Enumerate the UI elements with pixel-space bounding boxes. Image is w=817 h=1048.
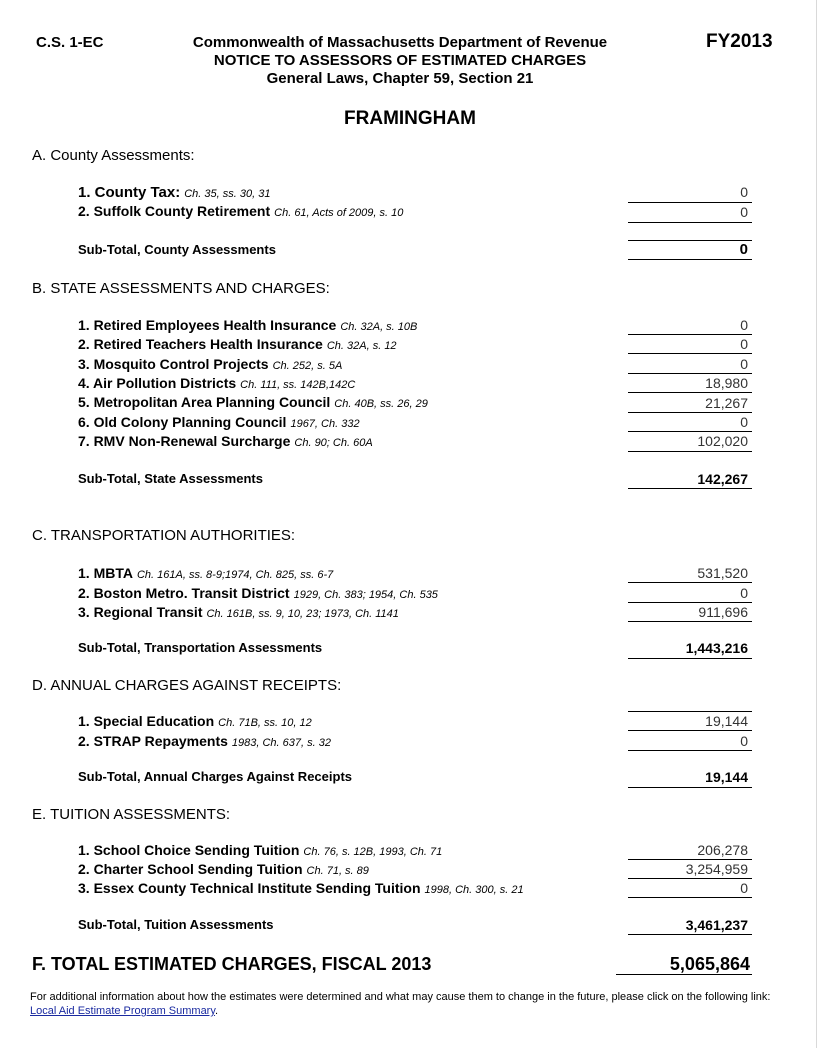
subtotal-label: Sub-Total, County Assessments: [78, 242, 276, 257]
item-value: 206,278: [697, 842, 748, 858]
subtotal-value: 142,267: [697, 471, 748, 487]
list-item: 3. Mosquito Control Projects Ch. 252, s. 5A: [78, 356, 343, 372]
underline: [628, 259, 752, 260]
underline: [616, 974, 752, 975]
underline: [628, 897, 752, 898]
section-e-title: E. TUITION ASSESSMENTS:: [32, 806, 231, 823]
item-value: 3,254,959: [685, 861, 748, 877]
law-reference: General Laws, Chapter 59, Section 21: [266, 70, 534, 87]
underline: [628, 878, 752, 879]
item-value: 0: [740, 356, 748, 372]
list-item: 2. STRAP Repayments 1983, Ch. 637, s. 32: [78, 733, 331, 749]
item-value: 911,696: [698, 604, 748, 620]
list-item: 5. Metropolitan Area Planning Council Ch. 40B, ss. 26, 29: [78, 394, 428, 410]
subtotal-value: 3,461,237: [685, 917, 748, 933]
subtotal-value: 19,144: [705, 769, 748, 785]
item-value: 0: [740, 733, 748, 749]
underline: [628, 711, 752, 712]
list-item: 1. Retired Employees Health Insurance Ch. 32A, s. 10B: [78, 317, 418, 333]
section-d-title: D. ANNUAL CHARGES AGAINST RECEIPTS:: [32, 677, 342, 694]
form-id: C.S. 1-EC: [36, 34, 104, 51]
underline: [628, 431, 752, 432]
total-label: F. TOTAL ESTIMATED CHARGES, FISCAL 2013: [32, 954, 432, 974]
underline: [628, 488, 752, 489]
list-item: 1. Special Education Ch. 71B, ss. 10, 12: [78, 713, 312, 729]
list-item: 6. Old Colony Planning Council 1967, Ch. 332: [78, 414, 360, 430]
item-value: 19,144: [705, 713, 748, 729]
underline: [628, 602, 752, 603]
list-item: 2. Retired Teachers Health Insurance Ch. 32A, s. 12: [78, 336, 397, 352]
underline: [628, 750, 752, 751]
subtotal-label: Sub-Total, Transportation Assessments: [78, 640, 323, 655]
underline: [628, 334, 752, 335]
program-summary-link[interactable]: Local Aid Estimate Program Summary: [30, 1005, 216, 1017]
underline: [628, 859, 752, 860]
subtotal-value: 1,443,216: [685, 640, 748, 656]
section-b-title: B. STATE ASSESSMENTS AND CHARGES:: [32, 280, 330, 297]
list-item: 1. County Tax: Ch. 35, ss. 30, 31: [78, 184, 271, 201]
underline: [628, 202, 752, 203]
item-value: 21,267: [705, 395, 748, 411]
underline: [628, 222, 752, 223]
item-value: 102,020: [697, 433, 748, 449]
item-value: 18,980: [705, 375, 748, 391]
underline: [628, 730, 752, 731]
underline: [628, 392, 752, 393]
list-item: 2. Suffolk County Retirement Ch. 61, Acts of 2009, s. 10: [78, 203, 404, 219]
underline: [628, 412, 752, 413]
underline: [628, 787, 752, 788]
subtotal-label: Sub-Total, State Assessments: [78, 471, 263, 486]
item-value: 0: [740, 184, 748, 200]
item-value: 0: [740, 336, 748, 352]
list-item: 3. Essex County Technical Institute Sending Tuition 1998, Ch. 300, s. 21: [78, 880, 524, 896]
list-item: 4. Air Pollution Districts Ch. 111, ss. 142B,142C: [78, 375, 356, 391]
item-value: 0: [740, 880, 748, 896]
underline: [628, 934, 752, 935]
subtotal-label: Sub-Total, Tuition Assessments: [78, 917, 274, 932]
department-title: Commonwealth of Massachusetts Department of Revenue: [192, 34, 608, 51]
total-value: 5,065,864: [669, 954, 750, 974]
item-value: 0: [740, 414, 748, 430]
underline: [628, 353, 752, 354]
underline: [628, 451, 752, 452]
subtotal-label: Sub-Total, Annual Charges Against Receipts: [78, 769, 352, 784]
list-item: 1. MBTA Ch. 161A, ss. 8-9;1974, Ch. 825, ss. 6-7: [78, 565, 334, 581]
list-item: 3. Regional Transit Ch. 161B, ss. 9, 10, 23; 1973, Ch. 1141: [78, 604, 399, 620]
underline: [628, 582, 752, 583]
underline: [628, 658, 752, 659]
underline: [628, 373, 752, 374]
municipality-name: FRAMINGHAM: [344, 108, 476, 129]
item-value: 531,520: [697, 565, 748, 581]
footer-note: For additional information about how the estimates were determined and what may cause them to change in the future, please click on the following link: Local Aid Estimate Program Summary.: [30, 991, 771, 1017]
list-item: 7. RMV Non-Renewal Surcharge Ch. 90; Ch. 60A: [78, 433, 373, 449]
item-value: 0: [740, 204, 748, 220]
section-a-title: A. County Assessments:: [32, 147, 195, 164]
item-value: 0: [740, 317, 748, 333]
list-item: 2. Charter School Sending Tuition Ch. 71, s. 89: [78, 861, 369, 877]
fiscal-year: FY2013: [706, 31, 773, 52]
list-item: 2. Boston Metro. Transit District 1929, Ch. 383; 1954, Ch. 535: [78, 585, 438, 601]
subtotal-value: 0: [739, 241, 748, 258]
underline: [628, 621, 752, 622]
list-item: 1. School Choice Sending Tuition Ch. 76, s. 12B, 1993, Ch. 71: [78, 842, 443, 858]
notice-title: NOTICE TO ASSESSORS OF ESTIMATED CHARGES: [213, 52, 587, 69]
section-c-title: C. TRANSPORTATION AUTHORITIES:: [32, 527, 296, 544]
item-value: 0: [740, 585, 748, 601]
